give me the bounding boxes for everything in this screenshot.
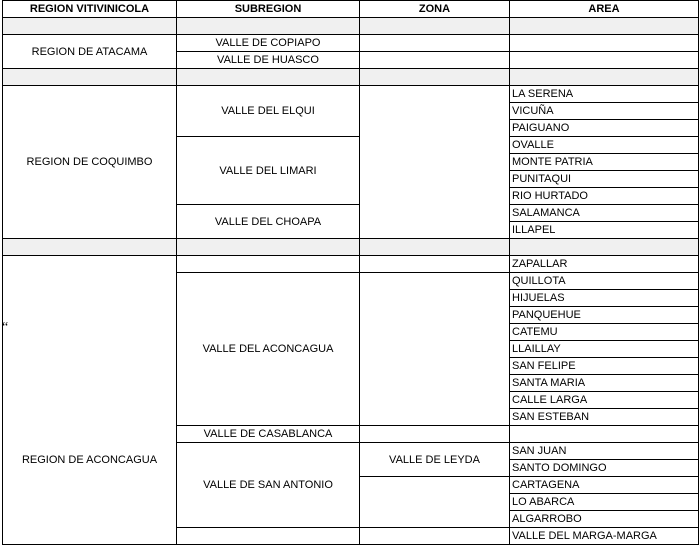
area-cell: PUNITAQUI [510,171,699,188]
area-cell: LA SERENA [510,86,699,103]
zona-cell: VALLE DE LEYDA [360,443,510,477]
subregion-cell: VALLE DEL ACONCAGUA [177,273,360,426]
area-cell: OVALLE [510,137,699,154]
area-cell: ZAPALLAR [510,256,699,273]
spacer-row [3,18,699,35]
area-cell: RIO HURTADO [510,188,699,205]
area-cell: QUILLOTA [510,273,699,290]
spacer-row [3,69,699,86]
subregion-cell: VALLE DEL LIMARI [177,137,360,205]
zona-cell [360,86,510,239]
subregion-cell: VALLE DE COPIAPO [177,35,360,52]
area-cell: VICUÑA [510,103,699,120]
header-row [3,1,699,18]
wine-regions-table [2,0,699,545]
area-cell: MONTE PATRIA [510,154,699,171]
table-row [3,86,699,103]
area-cell: SANTA MARIA [510,375,699,392]
area-cell: LO ABARCA [510,494,699,511]
table-row [3,35,699,52]
spacer-row [3,239,699,256]
stray-quote-mark: “ [2,320,9,335]
area-cell: CATEMU [510,324,699,341]
area-cell: PAIGUANO [510,120,699,137]
area-cell: HIJUELAS [510,290,699,307]
subregion-cell: VALLE DEL ELQUI [177,86,360,137]
area-cell: SAN ESTEBAN [510,409,699,426]
region-atacama: REGION DE ATACAMA [3,35,177,69]
header-subregion: SUBREGION [177,1,360,18]
subregion-cell: VALLE DE HUASCO [177,52,360,69]
subregion-cell: VALLE DE CASABLANCA [177,426,360,443]
area-cell: SAN FELIPE [510,358,699,375]
header-area: AREA [510,1,699,18]
area-cell: ILLAPEL [510,222,699,239]
area-cell: SANTO DOMINGO [510,460,699,477]
subregion-cell: VALLE DE SAN ANTONIO [177,443,360,528]
header-region: REGION VITIVINICOLA [3,1,177,18]
area-cell: SAN JUAN [510,443,699,460]
subregion-cell: VALLE DEL CHOAPA [177,205,360,239]
area-cell: PANQUEHUE [510,307,699,324]
zona-cell [360,273,510,426]
region-coquimbo: REGION DE COQUIMBO [3,86,177,239]
region-aconcagua: REGION DE ACONCAGUA [3,256,177,545]
area-cell: ALGARROBO [510,511,699,528]
area-cell: LLAILLAY [510,341,699,358]
table-row [3,256,699,273]
area-cell: VALLE DEL MARGA-MARGA [510,528,699,545]
header-zona: ZONA [360,1,510,18]
zona-cell [360,477,510,528]
area-cell: CARTAGENA [510,477,699,494]
area-cell: CALLE LARGA [510,392,699,409]
area-cell: SALAMANCA [510,205,699,222]
